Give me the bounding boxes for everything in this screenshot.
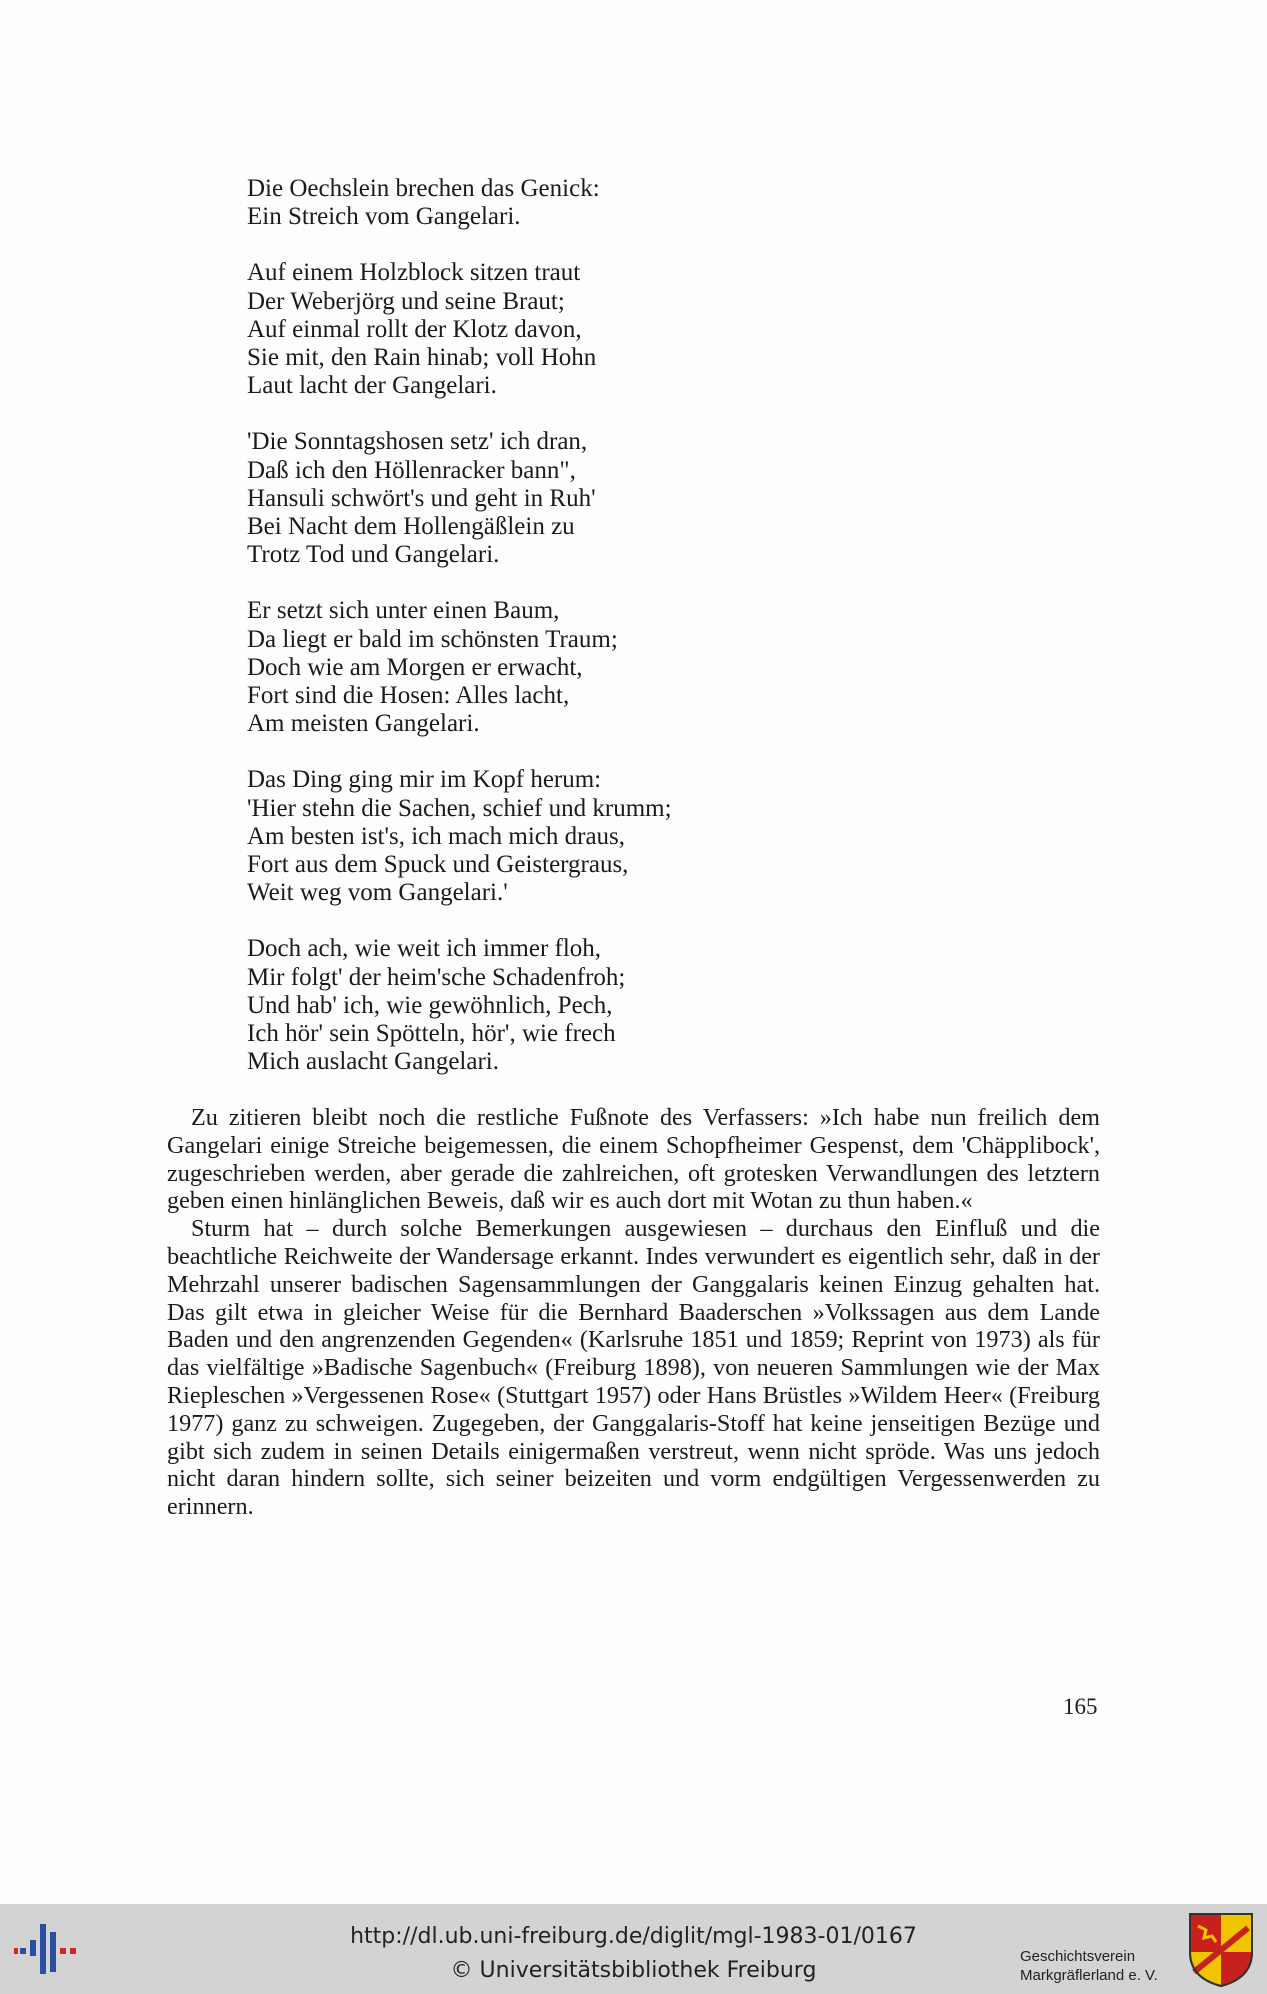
poem-stanza — [247, 766, 807, 907]
poem-line: Und hab' ich, wie gewöhnlich, Pech, — [247, 991, 613, 1019]
poem-line: Doch wie am Morgen er erwacht, — [247, 653, 583, 681]
poem-line: Doch ach, wie weit ich immer floh, — [247, 935, 602, 963]
poem-line: Laut lacht der Gangelari. — [247, 372, 497, 400]
paragraph: Zu zitieren bleibt noch die restliche Fußnote des Verfassers: »Ich habe nun freilich dem Gangelari einige Streiche beigemessen, die einem Schopfheimer Gespenst, dem 'Chäpplibock', zugeschrieben werden, aber gerade die zahlreichen, oft grotesken Verwandlungen des letztern geben einen hinlänglichen Beweis, daß wir es auch dort mit Wotan zu thun haben.« — [167, 1104, 1100, 1215]
poem-line: 'Hier stehn die Sachen, schief und krumm; — [247, 794, 672, 822]
poem — [247, 175, 807, 1104]
copyright-text: © Universitätsbibliothek Freiburg — [450, 1958, 817, 1983]
poem-line: Der Weberjörg und seine Braut; — [247, 287, 565, 315]
poem-line: Da liegt er bald im schönsten Traum; — [247, 625, 618, 653]
poem-stanza — [247, 935, 807, 1076]
poem-line: Das Ding ging mir im Kopf herum: — [247, 766, 602, 794]
poem-stanza — [247, 259, 807, 400]
society-name — [1020, 1947, 1180, 1985]
poem-line: Mir folgt' der heim'sche Schadenfroh; — [247, 963, 626, 991]
coat-of-arms-icon — [1188, 1912, 1254, 1988]
page-number: 165 — [1063, 1694, 1098, 1719]
poem-line: Ein Streich vom Gangelari. — [247, 203, 521, 231]
paragraph: Sturm hat – durch solche Bemerkungen ausgewiesen – durchaus den Einfluß und die beachtliche Reichweite der Wandersage erkannt. Indes verwundert es eigentlich sehr, daß in der Mehrzahl unserer badischen Sagensammlungen der Ganggalaris keinen Einzug gehalten hat. Das gilt etwa in gleicher Weise für die Bernhard Baaderschen »Volkssagen aus dem Lande Baden und den angrenzenden Gegenden« (Karlsruhe 1851 und 1859; Reprint von 1973) als für das vielfältige »Badische Sagenbuch« (Freiburg 1898), von neueren Sammlungen wie der Max Riepleschen »Vergessenen Rose« (Stuttgart 1957) oder Hans Brüstles »Wildem Heer« (Freiburg 1977) ganz zu schweigen. Zugegeben, der Ganggalaris-Stoff hat keine jenseitigen Bezüge und gibt sich zudem in seinen Details einigermaßen verstreut, wenn nicht spröde. Was uns jedoch nicht daran hindern sollte, sich seiner beizeiten und vorm endgültigen Vergessenwerden zu erinnern. — [167, 1215, 1100, 1521]
poem-line: Ich hör' sein Spötteln, hör', wie frech — [247, 1020, 616, 1048]
poem-line: Er setzt sich unter einen Baum, — [247, 597, 560, 625]
viewer-footer — [0, 1904, 1267, 1994]
poem-stanza — [247, 597, 807, 738]
poem-line: Mich auslacht Gangelari. — [247, 1048, 499, 1076]
body-text — [167, 1104, 1100, 1521]
society-name-line: Geschichtsverein — [1020, 1948, 1136, 1965]
document-url-link[interactable]: http://dl.ub.uni-freiburg.de/diglit/mgl-1983-01/0167 — [350, 1924, 917, 1949]
poem-line: Am besten ist's, ich mach mich draus, — [247, 822, 626, 850]
poem-line: Weit weg vom Gangelari.' — [247, 879, 508, 907]
poem-stanza — [247, 175, 807, 231]
poem-line: Am meisten Gangelari. — [247, 710, 480, 738]
poem-line: Bei Nacht dem Hollengäßlein zu — [247, 513, 575, 541]
society-name-line: Markgräflerland e. V. — [1020, 1967, 1158, 1984]
poem-line: Sie mit, den Rain hinab; voll Hohn — [247, 344, 597, 372]
poem-line: Daß ich den Höllenracker bann", — [247, 456, 576, 484]
poem-line: Die Oechslein brechen das Genick: — [247, 175, 600, 202]
poem-line: 'Die Sonntagshosen setz' ich dran, — [247, 428, 588, 456]
poem-line: Trotz Tod und Gangelari. — [247, 541, 500, 569]
poem-line: Hansuli schwört's und geht in Ruh' — [247, 484, 596, 512]
poem-line: Fort aus dem Spuck und Geistergraus, — [247, 851, 629, 879]
poem-line: Auf einem Holzblock sitzen traut — [247, 259, 581, 287]
poem-stanza — [247, 428, 807, 569]
poem-line: Fort sind die Hosen: Alles lacht, — [247, 682, 570, 710]
poem-line: Auf einmal rollt der Klotz davon, — [247, 315, 582, 343]
